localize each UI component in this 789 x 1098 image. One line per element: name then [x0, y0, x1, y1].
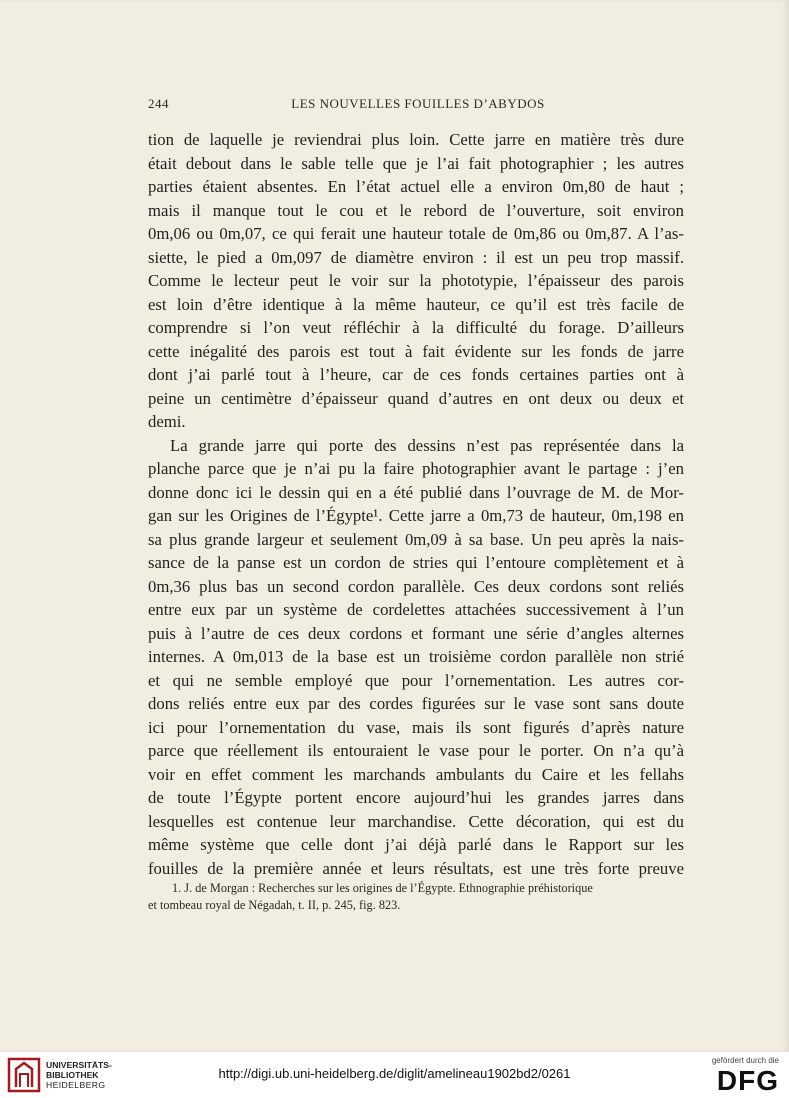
text-line: et qui ne semble employé que pour l’ornementation. Les autres cor- [148, 670, 684, 690]
text-line: lesquelles est contenue leur marchandise. Cette décoration, qui est du [148, 811, 684, 831]
text-line: parties étaient absentes. En l’état actuel elle a environ 0m,80 de haut ; [148, 177, 684, 196]
text-line: siette, le pied a 0m,097 de diamètre environ : il est un peu trop massif. [148, 247, 684, 267]
text-line: voir en effet comment les marchands ambulants du Caire et les fellahs [148, 764, 684, 784]
text-line: demi. [148, 412, 186, 431]
text-line: donne donc ici le dessin qui en a été publié dans l’ouvrage de M. de Mor- [148, 482, 684, 502]
body-text [148, 128, 684, 880]
text-line: tion de laquelle je reviendrai plus loin. Cette jarre en matière très dure [148, 130, 684, 149]
text-line: puis à l’autre de ces deux cordons et formant une série d’angles alternes [148, 623, 684, 643]
page-header [148, 96, 688, 116]
text-line: sance de la panse est un cordon de stries qui l’entoure complètement et à [148, 553, 684, 572]
text-line: même système que celle dont j’ai déjà parlé dans le Rapport sur les [148, 835, 684, 854]
text-line: est loin d’être identique à la même hauteur, ce qu’il est très facile de [148, 294, 684, 314]
text-line: parce que réellement ils entouraient le vase pour le porter. On n’a qu’à [148, 741, 684, 760]
permalink-url[interactable]: http://digi.ub.uni-heidelberg.de/diglit/amelineau1902bd2/0261 [218, 1066, 571, 1081]
text-line: ici pour l’ornementation du vase, mais ils sont figurés d’après nature [148, 717, 684, 737]
text-line: peine un centimètre d’épaisseur quand d’autres en ont deux ou deux et [148, 388, 684, 408]
text-line: cette inégalité des parois est tout à fait évidente sur les fonds de jarre [148, 341, 684, 361]
text-line: dons reliés entre eux par des cordes figurées sur le vase sont sans doute [148, 694, 684, 713]
text-line: dont j’ai parlé tout à l’heure, car de ces fonds certaines parties ont à [148, 365, 684, 384]
text-line: sa plus grande largeur et seulement 0m,09 à sa base. Un peu après la nais- [148, 529, 684, 549]
text-line: 0m,36 plus bas un second cordon parallèle. Ces deux cordons sont reliés [148, 576, 684, 596]
funding-label: gefördert durch die [711, 1056, 779, 1065]
footnote-line: et tombeau royal de Négadah, t. II, p. 245, fig. 823. [148, 898, 401, 912]
text-line: internes. A 0m,013 de la base est un troisième cordon parallèle non strié [148, 647, 684, 666]
library-name-line: BIBLIOTHEK [46, 1070, 99, 1080]
text-line: entre eux par un système de cordelettes attachées successivement à l’un [148, 600, 684, 619]
library-name-line: HEIDELBERG [46, 1080, 106, 1090]
text-line: planche parce que je n’ai pu la faire photographier avant le partage : j’en [148, 459, 684, 478]
page-number: 244 [148, 96, 169, 111]
text-line: de toute l’Égypte portent encore aujourd’hui les grandes jarres dans [148, 788, 684, 807]
library-name-line: UNIVERSITÄTS- [46, 1060, 112, 1070]
text-line: mais il manque tout le cou et le rebord de l’ouverture, soit environ [148, 200, 684, 220]
text-line: 0m,06 ou 0m,07, ce qui ferait une hauteur totale de 0m,86 ou 0m,87. A l’as- [148, 224, 684, 243]
text-line: fouilles de la première année et leurs résultats, est une très forte preuve [148, 858, 684, 878]
text-line: La grande jarre qui porte des dessins n’est pas représentée dans la [170, 435, 684, 455]
running-title: LES NOUVELLES FOUILLES D’ABYDOS [291, 96, 545, 111]
footnotes [148, 880, 684, 914]
text-line: Comme le lecteur peut le voir sur la phototypie, l’épaisseur des parois [148, 271, 684, 290]
text-line: comprendre si l’on veut réfléchir à la difficulté du forage. D’ailleurs [148, 318, 684, 337]
viewer-footer [0, 1052, 789, 1098]
dfg-logo: DFG [716, 1065, 779, 1096]
footnote-line: 1. J. de Morgan : Recherches sur les origines de l’Égypte. Ethnographie préhistorique [172, 881, 593, 895]
text-line: gan sur les Origines de l’Égypte¹. Cette jarre a 0m,73 de hauteur, 0m,198 en [148, 506, 684, 525]
text-line: était debout dans le sable telle que je l’ai fait photographier ; les autres [148, 153, 684, 173]
